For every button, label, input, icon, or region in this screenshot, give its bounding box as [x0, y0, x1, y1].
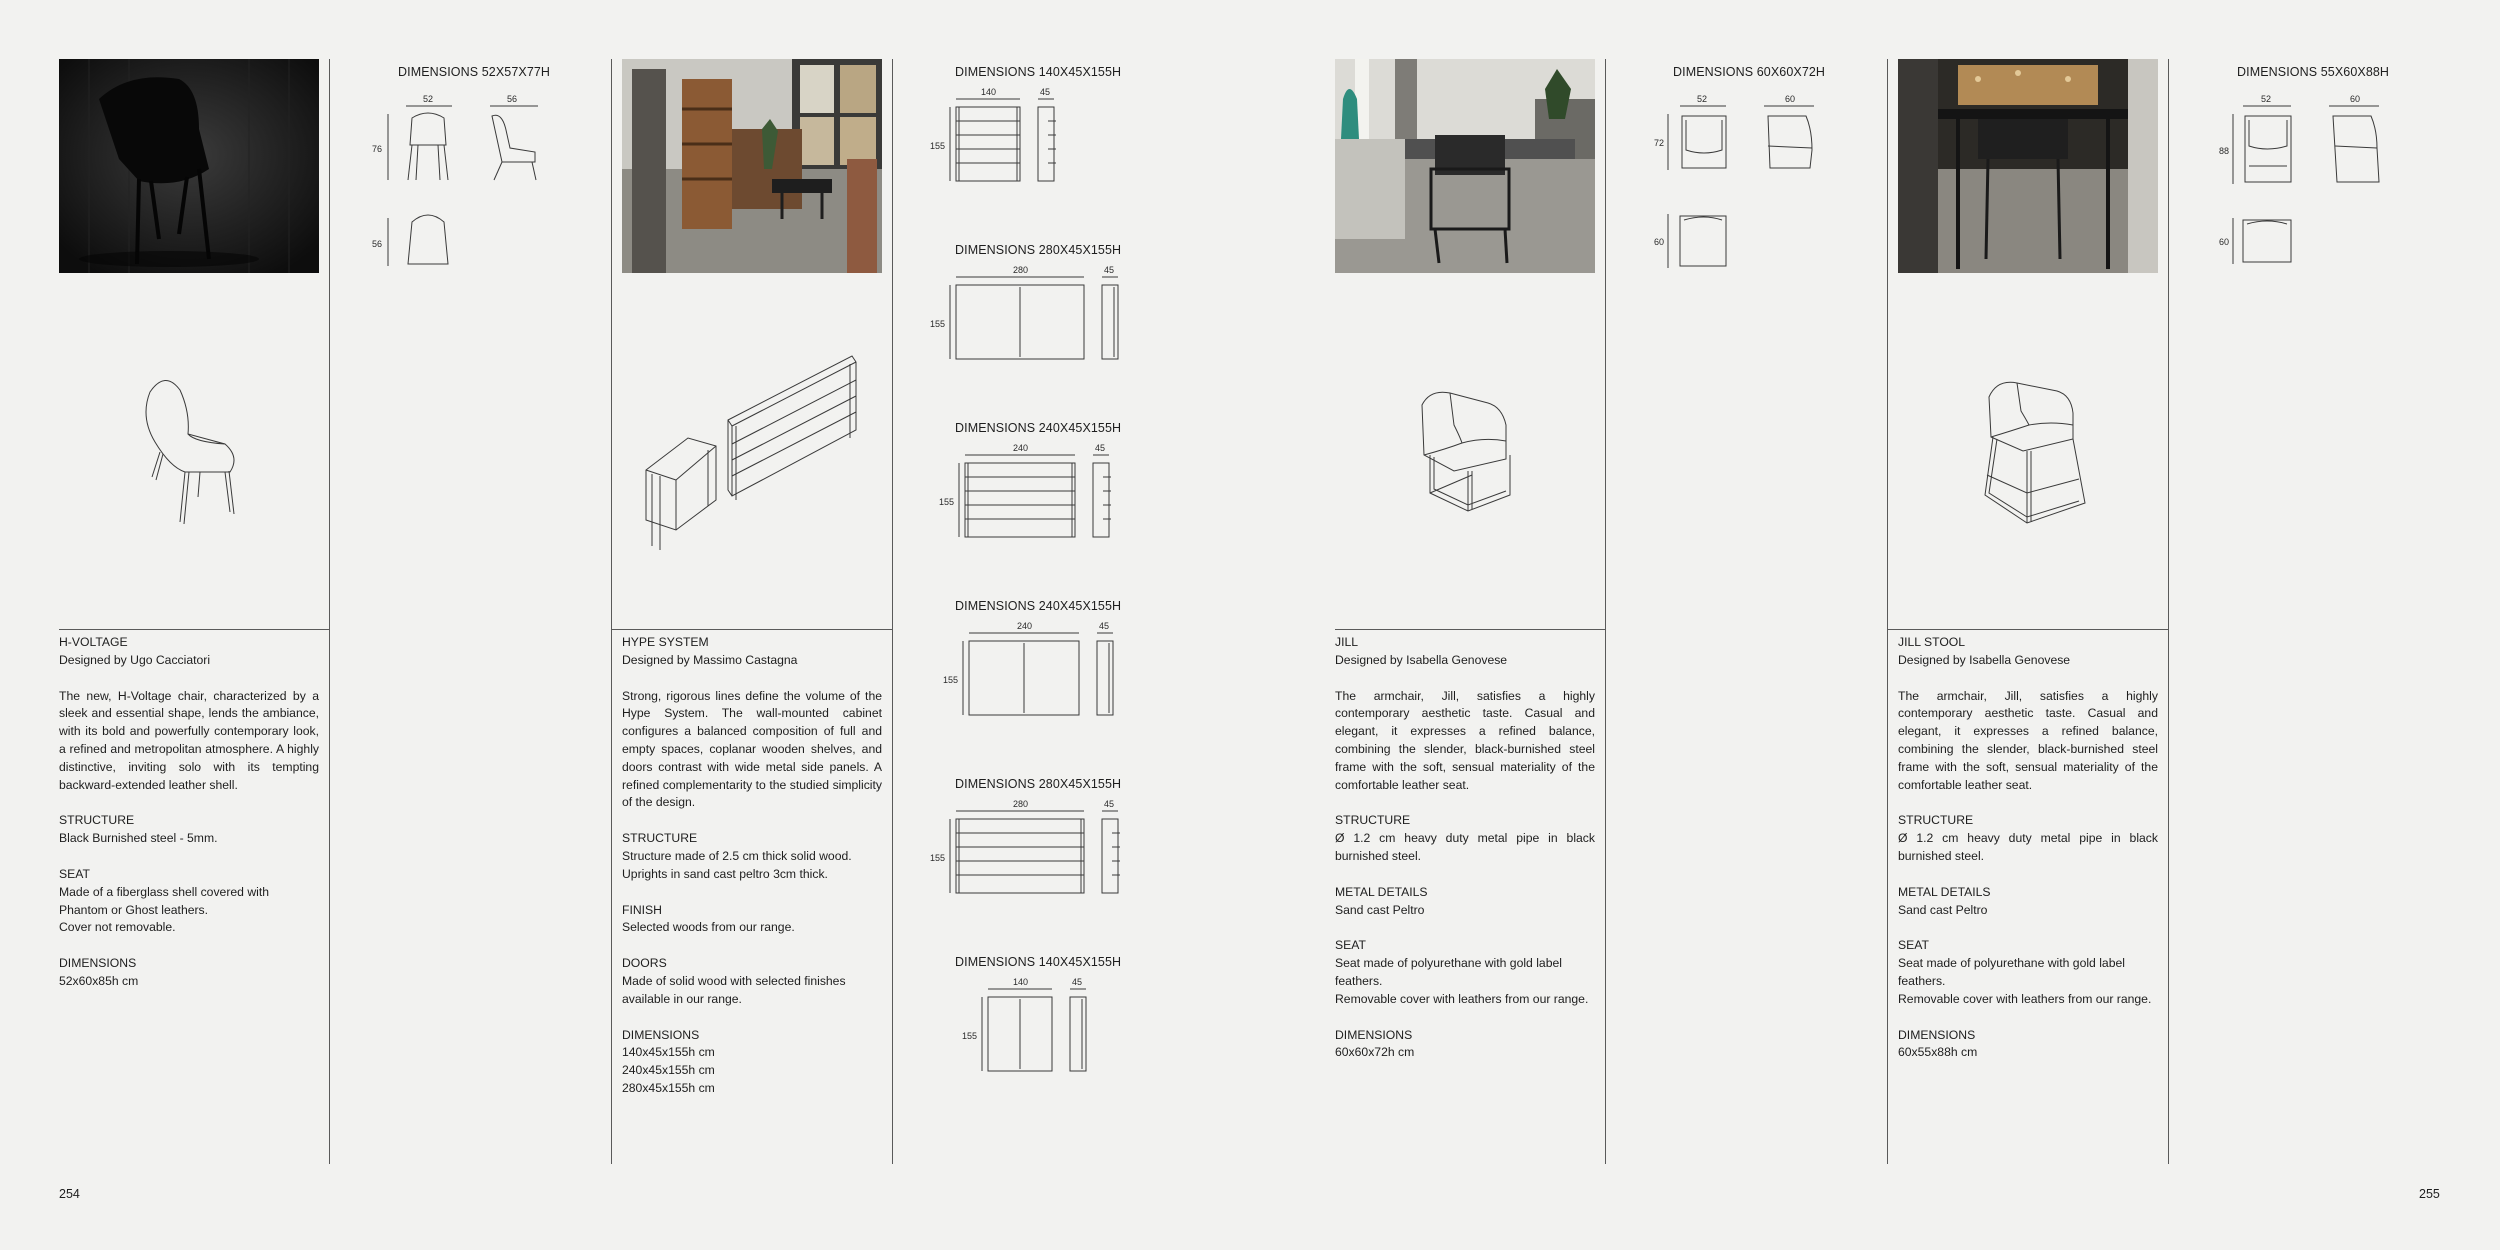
section-heading: DIMENSIONS — [1898, 1027, 1976, 1042]
section-heading: DIMENSIONS — [1335, 1027, 1413, 1042]
product-description: Strong, rigorous lines define the volume of the Hype System. The wall-mounted cabinet configures a balanced composition of full and empty spaces, coplanar wooden shelves, and doors contrast with wide metal side panels. A refined complementarity to the studied simplicity of the design. — [622, 688, 882, 810]
dim-label-side: 60 — [2350, 94, 2361, 104]
section-text: 240x45x155h cm — [622, 1063, 715, 1078]
dim-label-front: 52 — [423, 94, 434, 104]
dim-label-width: 140 — [1013, 977, 1029, 987]
section-text: 60x60x72h cm — [1335, 1045, 1415, 1060]
section-text: 280x45x155h cm — [622, 1080, 715, 1095]
dim-label-width: 240 — [1017, 621, 1033, 631]
section-text: 52x60x85h cm — [59, 973, 139, 988]
dimensions-title: DIMENSIONS 140X45X155H — [955, 65, 1122, 79]
jill-photo — [1335, 59, 1595, 273]
dim-label-height: 155 — [943, 675, 959, 685]
section-heading: METAL DETAILS — [1898, 884, 1991, 899]
hype-system-perspective-drawing — [640, 350, 870, 550]
dim-label-width: 140 — [981, 87, 997, 97]
section-text: 140x45x155h cm — [622, 1045, 715, 1060]
section-text: Seat made of polyurethane with gold label feathers. — [1335, 956, 1562, 988]
section-rule — [611, 629, 892, 630]
jill-stool-photo — [1898, 59, 2158, 273]
dim-label-depth: 45 — [1104, 265, 1115, 275]
h-voltage-perspective-drawing — [130, 372, 250, 532]
hype-dimension-drawing — [930, 621, 1150, 731]
hype-system-description-block — [622, 634, 882, 1098]
hype-dimension-drawing — [930, 265, 1150, 375]
section-rule — [1887, 629, 2168, 630]
section-text: Made of a fiberglass shell covered with Phantom or Ghost leathers. — [59, 884, 270, 917]
section-text: Ø 1.2 cm heavy duty metal pipe in black burnished steel. — [1335, 831, 1595, 863]
section-heading: DOORS — [622, 956, 667, 971]
dimensions-title: DIMENSIONS 52X57X77H — [398, 65, 551, 79]
jill-description-block — [1335, 634, 1595, 1062]
dim-label-width: 280 — [1013, 265, 1029, 275]
dim-label-height: 155 — [962, 1031, 978, 1041]
column-divider — [329, 59, 330, 1164]
section-rule — [59, 629, 329, 630]
dim-label-height: 155 — [930, 141, 946, 151]
jill-stool-description-block — [1898, 634, 2158, 1062]
page-number-right: 255 — [2419, 1187, 2440, 1201]
dim-label-width: 280 — [1013, 799, 1029, 809]
product-name: JILL — [1335, 635, 1359, 649]
section-text: Removable cover with leathers from our range. — [1898, 991, 2152, 1006]
section-text: Black Burnished steel - 5mm. — [59, 831, 218, 846]
section-text: Structure made of 2.5 cm thick solid wood. — [622, 848, 852, 863]
section-text: Sand cast Peltro — [1898, 902, 1988, 917]
designer: Designed by Isabella Genovese — [1335, 652, 1508, 667]
section-heading: DIMENSIONS — [59, 956, 137, 971]
hype-system-photo — [622, 59, 882, 273]
section-heading: METAL DETAILS — [1335, 884, 1428, 899]
dim-label-front: 52 — [1697, 94, 1708, 104]
dim-label-height: 155 — [930, 319, 946, 329]
dim-label-height: 76 — [372, 144, 383, 154]
hype-dimension-drawing — [930, 87, 1150, 197]
jill-stool-dimension-drawings — [2215, 90, 2395, 280]
dimensions-title: DIMENSIONS 240X45X155H — [955, 421, 1122, 435]
section-text: Uprights in sand cast peltro 3cm thick. — [622, 866, 828, 881]
product-description: The armchair, Jill, satisfies a highly contemporary aesthetic taste. Casual and elegant, it expresses a refined balance, combining the slender, black-burnished steel frame with the soft, sensual materiality of the comfortable leather seat. — [1898, 688, 2158, 792]
dim-label-depth: 45 — [1072, 977, 1083, 987]
dimensions-title: DIMENSIONS 280X45X155H — [955, 777, 1122, 791]
dim-label-depth: 45 — [1095, 443, 1106, 453]
product-description: The armchair, Jill, satisfies a highly contemporary aesthetic taste. Casual and elegant, it expresses a refined balance, combining the slender, black-burnished steel frame with the soft, sensual materiality of the comfortable leather seat. — [1335, 688, 1595, 792]
h-voltage-description-block — [59, 634, 319, 991]
designer: Designed by Isabella Genovese — [1898, 652, 2071, 667]
section-text: 60x55x88h cm — [1898, 1045, 1978, 1060]
dimensions-title: DIMENSIONS 60X60X72H — [1673, 65, 1826, 79]
section-heading: SEAT — [1335, 938, 1366, 953]
column-divider — [2168, 59, 2169, 1164]
column-divider — [1887, 59, 1888, 1164]
jill-dimension-drawings — [1650, 90, 1830, 280]
section-text: Seat made of polyurethane with gold label feathers. — [1898, 956, 2125, 988]
dim-label-height: 155 — [939, 497, 955, 507]
dim-label-top: 56 — [372, 239, 383, 249]
section-text: Made of solid wood with selected finishes available in our range. — [622, 973, 846, 1006]
section-text: Cover not removable. — [59, 920, 176, 935]
dim-label-height: 72 — [1654, 138, 1665, 148]
dim-label-top: 60 — [2219, 237, 2230, 247]
page-number-left: 254 — [59, 1187, 80, 1201]
column-divider — [1605, 59, 1606, 1164]
dimensions-title: DIMENSIONS 240X45X155H — [955, 599, 1122, 613]
dimensions-title: DIMENSIONS 140X45X155H — [955, 955, 1122, 969]
hype-dimension-drawing — [930, 799, 1150, 909]
dimensions-title: DIMENSIONS 55X60X88H — [2237, 65, 2390, 79]
section-text: Sand cast Peltro — [1335, 902, 1425, 917]
dim-label-top: 60 — [1654, 237, 1665, 247]
product-name: JILL STOOL — [1898, 635, 1966, 649]
column-divider — [892, 59, 893, 1164]
section-heading: STRUCTURE — [622, 831, 698, 846]
section-text: Ø 1.2 cm heavy duty metal pipe in black burnished steel. — [1898, 831, 2158, 863]
section-heading: SEAT — [1898, 938, 1929, 953]
dim-label-side: 60 — [1785, 94, 1796, 104]
column-divider — [611, 59, 612, 1164]
section-text: Removable cover with leathers from our range. — [1335, 991, 1589, 1006]
hype-dimension-drawing — [930, 977, 1150, 1087]
section-heading: STRUCTURE — [1335, 813, 1411, 828]
designer: Designed by Massimo Castagna — [622, 652, 798, 667]
section-rule — [1335, 629, 1605, 630]
dimensions-title: DIMENSIONS 280X45X155H — [955, 243, 1122, 257]
dim-label-width: 240 — [1013, 443, 1029, 453]
section-heading: STRUCTURE — [59, 813, 135, 828]
jill-perspective-drawing — [1410, 385, 1520, 515]
dim-label-height: 155 — [930, 853, 946, 863]
product-name: H-VOLTAGE — [59, 635, 128, 649]
section-text: Selected woods from our range. — [622, 920, 795, 935]
section-heading: STRUCTURE — [1898, 813, 1974, 828]
dim-label-front: 52 — [2261, 94, 2272, 104]
hype-dimension-drawing — [930, 443, 1150, 553]
section-heading: DIMENSIONS — [622, 1027, 700, 1042]
product-description: The new, H-Voltage chair, characterized by a sleek and essential shape, lends the ambiance, with its bold and powerfully contemporary look, a refined and metropolitan atmosphere. A highly distinctive, inviting solo with its tempting backward-extended leather shell. — [59, 688, 319, 792]
dim-label-height: 88 — [2219, 146, 2230, 156]
dim-label-side: 56 — [507, 94, 518, 104]
dim-label-depth: 45 — [1104, 799, 1115, 809]
designer: Designed by Ugo Cacciatori — [59, 652, 211, 667]
section-heading: FINISH — [622, 902, 662, 917]
dim-label-depth: 45 — [1099, 621, 1110, 631]
h-voltage-dimension-drawings — [370, 90, 560, 280]
h-voltage-photo — [59, 59, 319, 273]
product-name: HYPE SYSTEM — [622, 635, 709, 649]
section-heading: SEAT — [59, 866, 90, 881]
jill-stool-perspective-drawing — [1975, 375, 2095, 530]
dim-label-depth: 45 — [1040, 87, 1051, 97]
